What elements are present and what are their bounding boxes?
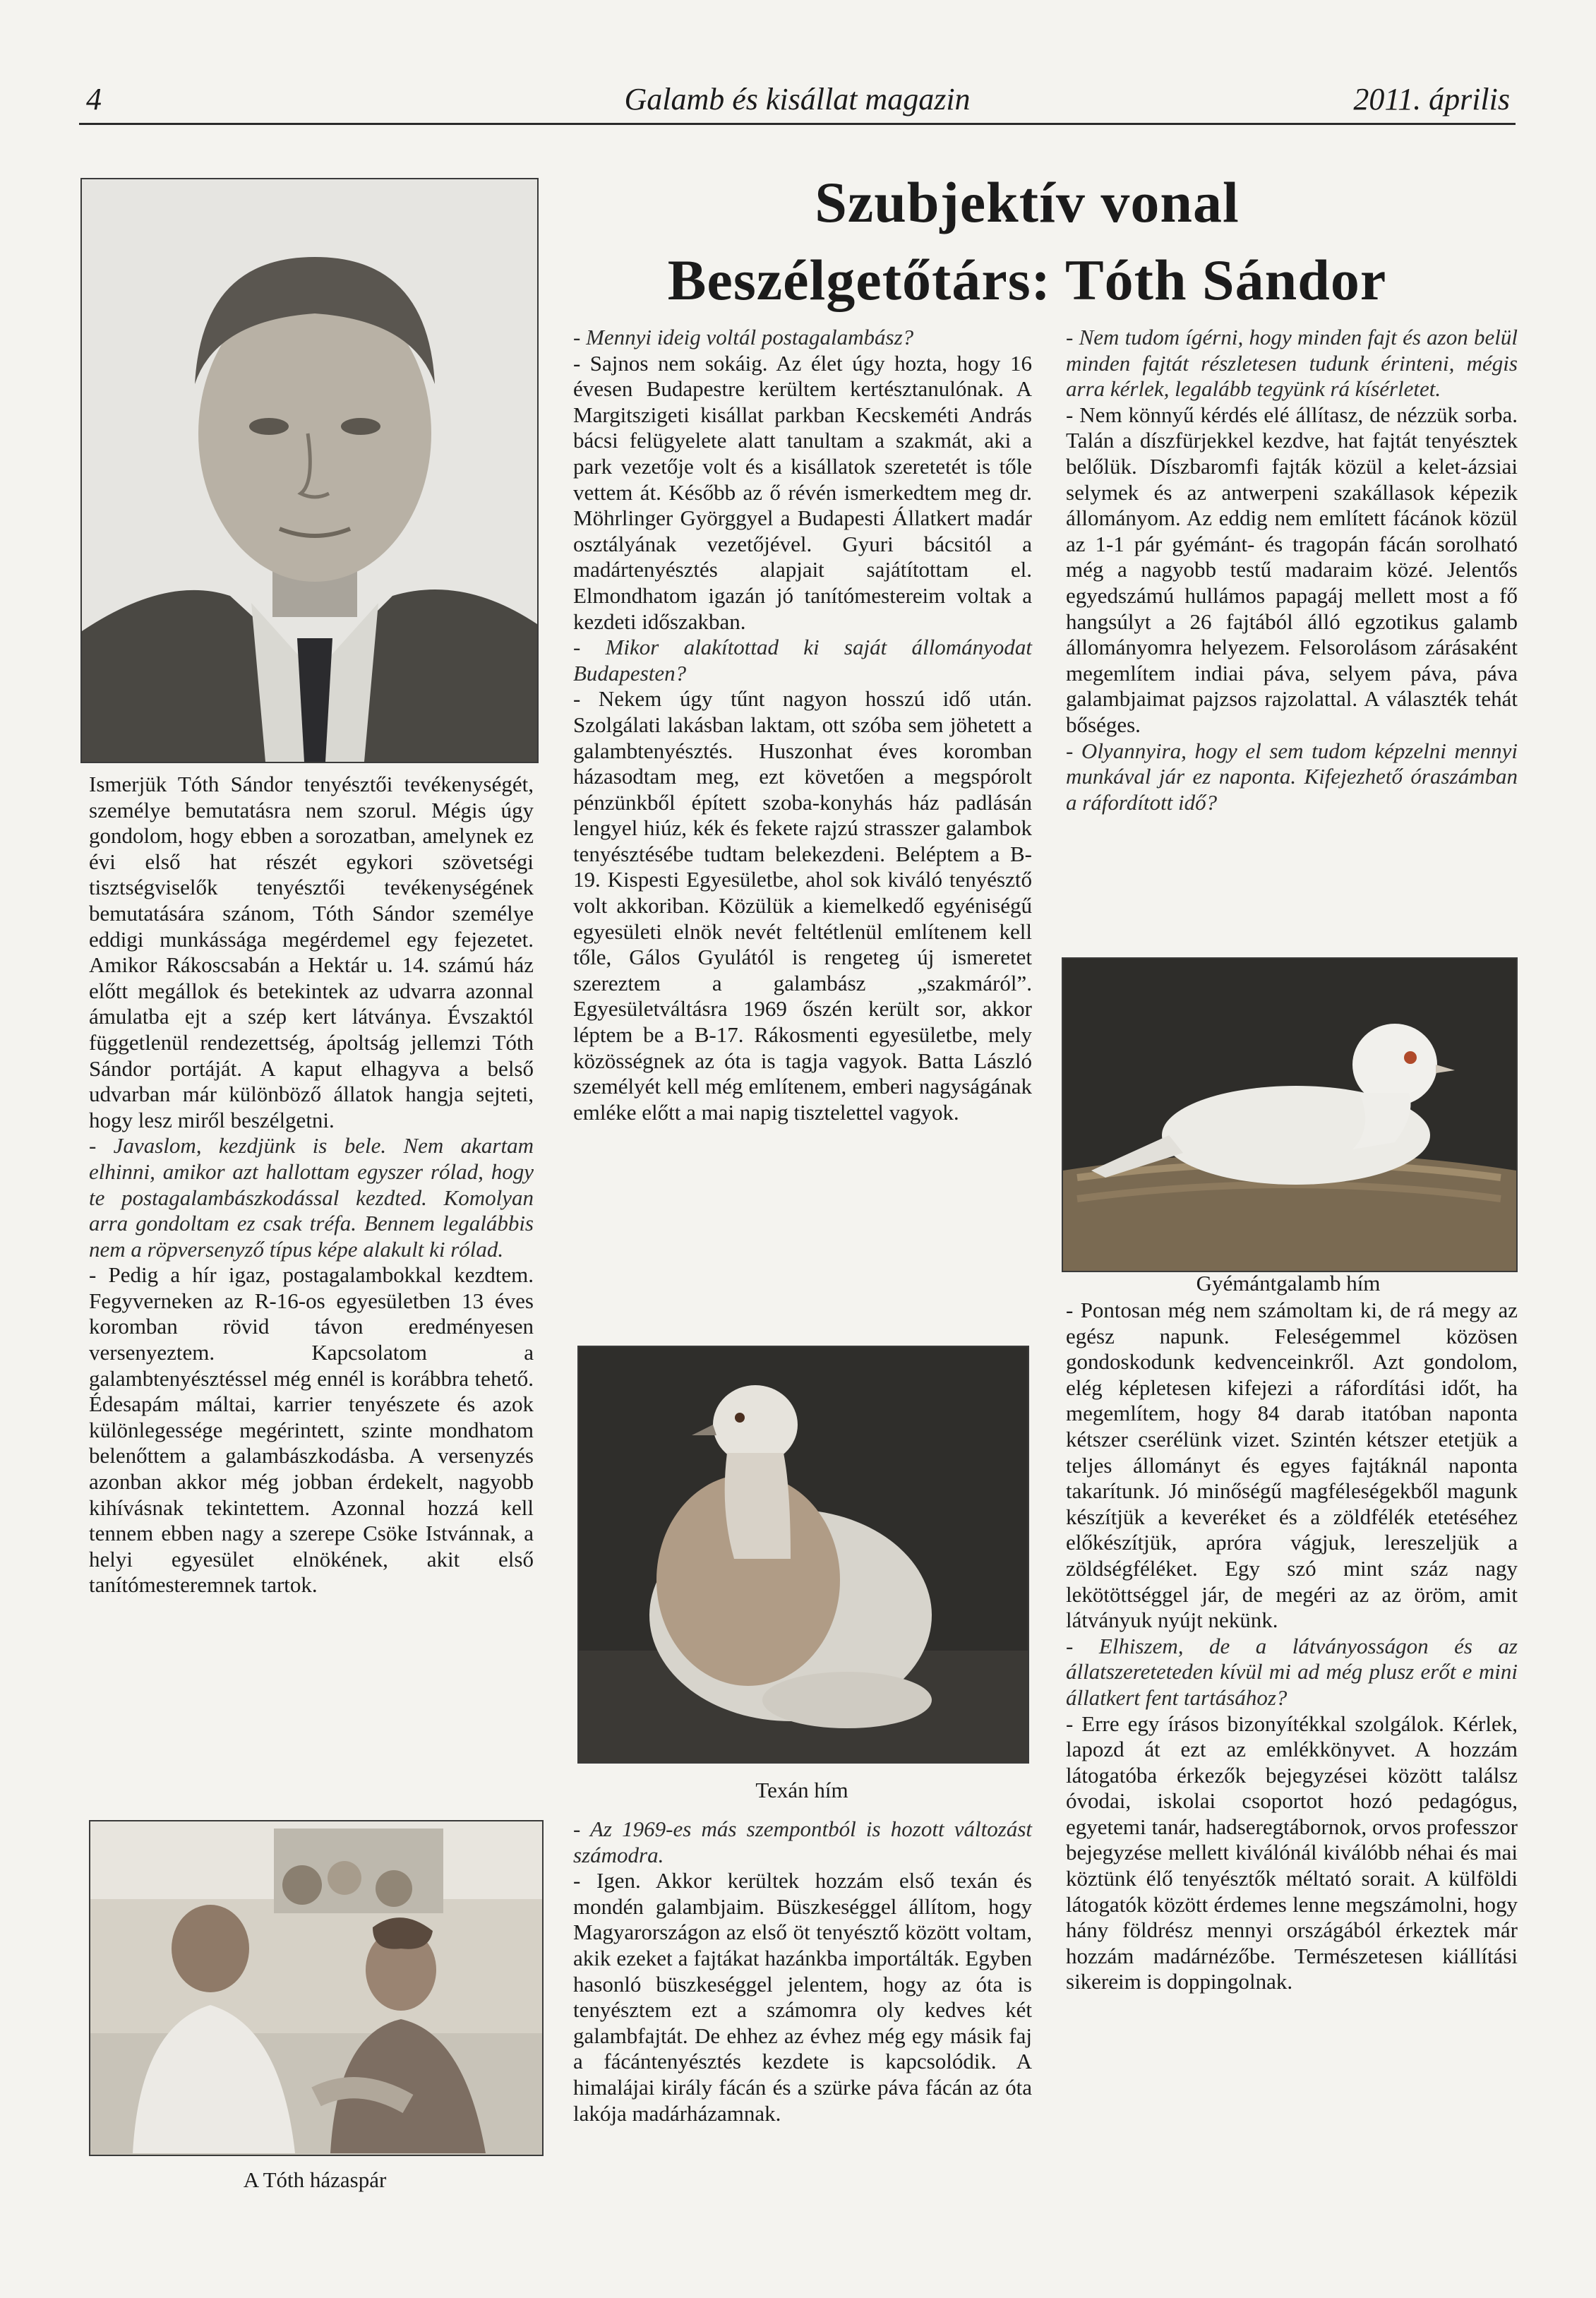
page-number: 4 <box>86 82 102 116</box>
article-title-line1: Szubjektív vonal <box>815 170 1240 234</box>
interview-question: - Mikor alakítottad ki saját állományodat Budapesten? <box>573 635 1032 686</box>
running-header <box>79 76 1516 125</box>
article-paragraph: - Pontosan még nem számoltam ki, de rá megy az egész napunk. Feleségemmel közösen gondoskodunk kedvenceinkről. Azt gondolom, elég képletesen kifejezi a ráfordítási időt, ha megemlítem, hogy 84 darab itatóban naponta kétszer cserélünk vizet. Szintén kétszer etetjük a teljes állományt és egyes fajtáknál naponta takarítunk. Jó minőségű magféleségekből magunk készítjük a keveréket és a zöldfélék etetéséhez előkészítjük, apróra vágjuk, lereszeljük a zöldségféléket. Egy szó mint száz nagy lekötöttséggel jár, de megéri az az öröm, amit látványuk nyújt nekünk. <box>1066 1298 1518 1633</box>
article-column-3-lower <box>1066 1298 1518 1995</box>
interview-question: - Mennyi ideig voltál postagalambász? <box>573 325 914 349</box>
article-title-line2: Beszélgetőtárs: Tóth Sándor <box>667 248 1387 312</box>
texan-caption: Texán hím <box>755 1778 848 1802</box>
interview-question: - Elhiszem, de a látványosságon és az állatszereteteden kívül mi ad még plusz erőt e mini állatkert fent tartásához? <box>1066 1633 1518 1710</box>
couple-photo <box>89 1820 544 2156</box>
article-paragraph: - Erre egy írásos bizonyítékkal szolgálok. Kérlek, lapozd át ezt az emlékkönyvet. A hozzám látogatóba érkezők bejegyzései között találsz óvodai, iskolai csoportot hozó pedagógus, egyetemi tanár, hadseregtábornok, orvos professzor bejegyzése mellett kiválónál kiválóbb néhai és mai köztünk élő tenyésztők méltató sorait. A külföldi látogatók között érdemes lenne megszámolni, hogy hány földrész mennyi országából érkeztek már hozzám madárnézőbe. Természetesen kiállítási sikereim is doppingolnak. <box>1066 1711 1518 1994</box>
diamond-dove-caption: Gyémántgalamb hím <box>1196 1271 1381 1295</box>
article-paragraph: - Nem könnyű kérdés elé állítasz, de nézzük sorba. Talán a díszfürjekkel kezdve, hat fajtát tenyésztek belőlük. Díszbaromfi fajták közül a kelet-ázsiai selymek és az antwerpeni szakállasok képezik állományom. Az eddig nem említett fácánok közül az 1-1 pár gyémánt- és tragopán fácán sorolható még a nagyobb testű madaraim közé. Jelentős egyedszámú hullámos papagáj mellett most a fő hangsúlyt a 26 fajtából álló egzotikus galamb állományomra helyezem. Felsorolásom zárásaként megemlítem indiai páva, selyem páva, páva galambjaimat pajzsos rajzolattal. A választék tehát bőséges. <box>1066 402 1518 737</box>
article-paragraph: - Nekem úgy tűnt nagyon hosszú idő után. Szolgálati lakásban laktam, ott szóba sem jöhetett a galambtenyésztés. Huszonhat éves koromban házasodtam meg, ezt követően a megspórolt pénzünkből épített szoba-konyhás ház padlásán lengyel hiúz, kék és fekete rajzú strasszer galambok tenyésztésébe tudtam belekezdeni. Beléptem a B-19. Kispesti Egyesületbe, ahol sok kiváló tenyésztő volt akkoriban. Közülük a kiemelkedő egyéniségű egyesületi elnök nevét feltétlenül említenem kell tőle, Gálos Gyulától is rengeteg új ismeretet szereztem a galambász „szakmáról”. Egyesületváltásra 1969 őszén került sor, akkor léptem be a B-17. Rákosmenti egyesületbe, mely közösségnek az óta is tagja vagyok. Batta László személyét kell még említenem, emberi nagyságának emléke előtt a mai napig tisztelettel vagyok. <box>573 686 1032 1125</box>
article-column-1 <box>89 772 534 1598</box>
article-paragraph: Ismerjük Tóth Sándor tenyésztői tevékenységét, személye bemutatásra nem szorul. Mégis úgy gondolom, hogy ebben a sorozatban, amelynek ez évi első hat részét egykori szövetségi tisztségviselők tenyésztői tevékenységének bemutatására szánom, Tóth Sándor személye eddigi munkássága megérdemel egy fejezetet. Amikor Rákoscsabán a Hektár u. 14. számú ház előtt megállok és betekintek az udvarra azonnal ámulatba ejt a szép kert látványa. Évszaktól függetlenül rendezettség, ápoltság jellemzi Tóth Sándor portáját. A kaput elhagyva a belső udvarban már különböző állatok hangja sejteti, hogy lesz miről beszélgetni. <box>89 772 534 1132</box>
article-paragraph: - Pedig a hír igaz, postagalambokkal kezdtem. Fegyverneken az R-16-os egyesületben 13 éves koromban rövid távon eredményesen versenyeztem. Kapcsolatom a galambtenyésztéssel még ennél is korábbra tehető. Édesapám máltai, karrier tenyészete és azok különlegessége megérintett, szinte mondhatom belenőttem a galambászkodásba. A versenyzés azonban akkor még jobban érdekelt, nagyobb kihívásnak tekintettem. Azonnal hozzá kell tennem ebben nagy a szerepe Csöke Istvánnak, a helyi egyesület elnökének, akit első tanítómesteremnek tartok. <box>89 1262 534 1598</box>
article-paragraph: - Igen. Akkor kerültek hozzám első texán és mondén galambjaim. Büszkeséggel állítom, hogy Magyarországon az első öt tenyésztő között voltam, akik ezeket a fajtákat hazánkba importálták. Egyben hasonló büszkeséggel jelentem, hogy az óta is tenyésztem ezt a számomra oly kedves két galambfajtát. De ehhez az évhez még egy másik faj a fácántenyésztés kezdete is kapcsolódik. A himalájai király fácán és a szürke páva fácán az óta lakója madárházamnak. <box>573 1868 1032 2126</box>
article-column-2-lower <box>573 1817 1032 2126</box>
portrait-photo <box>80 178 539 763</box>
texan-pigeon-photo <box>577 1346 1029 1764</box>
article-column-2 <box>573 325 1032 1125</box>
interview-question: - Olyannyira, hogy el sem tudom képzelni mennyi munkával jár ez naponta. Kifejezhető óraszámban a ráfordított idő? <box>1066 738 1518 815</box>
diamond-dove-photo <box>1062 957 1518 1272</box>
article-column-3 <box>1066 325 1518 815</box>
interview-question: - Az 1969-es más szempontból is hozott változást számodra. <box>573 1817 1032 1867</box>
couple-caption: A Tóth házaspár <box>243 2167 387 2192</box>
issue-date: 2011. április <box>1353 82 1510 116</box>
interview-question: - Nem tudom ígérni, hogy minden fajt és azon belül minden fajtát részletesen tudunk érinteni, mégis arra kérlek, legalább tegyünk rá kísérletet. <box>1066 325 1518 402</box>
article-paragraph: - Sajnos nem sokáig. Az élet úgy hozta, hogy 16 évesen Budapestre kerültem kertésztanulónak. A Margitszigeti kisállat parkban Kecskeméti András bácsi felügyelete alatt tanultam a szakmát, aki a park vezetője volt és a kisállatok szeretetét is tőle vettem át. Később az ő révén ismerkedtem meg dr. Möhrlinger Györggyel a Budapesti Állatkert madár osztályának vezetőjével. Gyuri bácsitól a madártenyésztés alapjait sajátítottam el. Elmondhatom igazán jó tanítómestereim voltak a kezdeti időszakban. <box>573 350 1032 634</box>
interview-question: - Javaslom, kezdjünk is bele. Nem akartam elhinni, amikor azt hallottam egyszer rólad, hogy te postagalambászkodással kezdted. Komolyan arra gondoltam ez csak tréfa. Bennem legalábbis nem a röpversenyző típus képe alakult ki rólad. <box>89 1133 534 1262</box>
magazine-title: Galamb és kisállat magazin <box>624 82 971 116</box>
article-title <box>536 164 1518 319</box>
